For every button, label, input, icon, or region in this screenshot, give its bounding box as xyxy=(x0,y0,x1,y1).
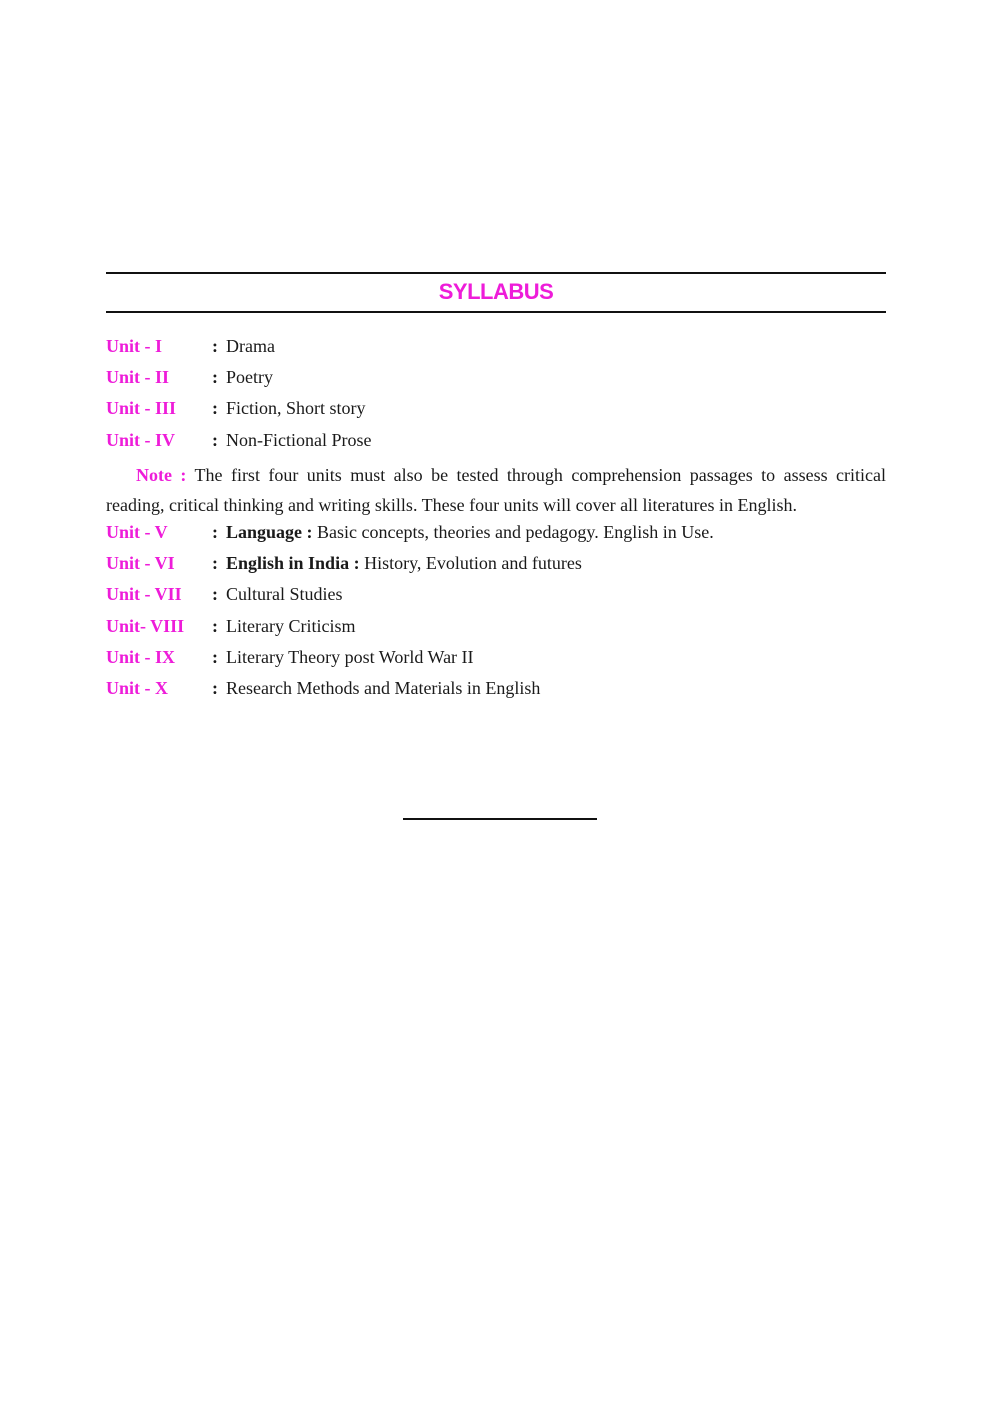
unit-label: Unit - II xyxy=(106,367,170,388)
unit-separator: : xyxy=(212,615,218,636)
unit-topic: Non-Fictional Prose xyxy=(226,429,372,450)
unit-topic xyxy=(226,520,714,544)
unit-row xyxy=(106,428,886,459)
unit-label: Unit - X xyxy=(106,677,168,698)
unit-row xyxy=(106,582,886,613)
unit-separator: : xyxy=(212,646,218,667)
unit-row xyxy=(106,365,886,396)
unit-row xyxy=(106,676,886,707)
unit-topic-detail: History, Evolution and futures xyxy=(364,553,582,574)
unit-separator: : xyxy=(212,522,218,542)
unit-separator: : xyxy=(212,367,218,388)
unit-separator: : xyxy=(212,336,218,356)
unit-label: Unit - VI xyxy=(106,553,175,574)
note-label: Note : xyxy=(136,465,187,485)
heading-top-rule xyxy=(106,272,886,274)
end-divider xyxy=(403,818,597,820)
unit-topic-detail: Basic concepts, theories and pedagogy. English in Use. xyxy=(317,522,714,542)
unit-topic: Research Methods and Materials in English xyxy=(226,677,541,698)
note-paragraph xyxy=(106,460,886,520)
unit-label: Unit- VIII xyxy=(106,615,185,636)
unit-row xyxy=(106,520,886,551)
unit-topic: Literary Criticism xyxy=(226,615,356,636)
unit-separator: : xyxy=(212,429,218,450)
note-text: The first four units must also be tested through comprehension passages to assess critical reading, critical thinking and writing skills. These four units will cover all literatures in English. xyxy=(106,465,886,515)
unit-row xyxy=(106,334,886,365)
unit-label: Unit - III xyxy=(106,398,177,419)
unit-topic-heading: English in India : xyxy=(226,553,360,574)
unit-separator: : xyxy=(212,398,218,419)
unit-label: Unit - IX xyxy=(106,646,176,667)
unit-list-core xyxy=(106,334,886,459)
unit-label: Unit - I xyxy=(106,336,163,356)
unit-row xyxy=(106,614,886,645)
unit-topic: Cultural Studies xyxy=(226,584,343,605)
unit-row xyxy=(106,645,886,676)
unit-topic: Fiction, Short story xyxy=(226,398,366,419)
page-title: SYLLABUS xyxy=(438,279,554,304)
unit-topic xyxy=(226,551,582,575)
unit-label: Unit - IV xyxy=(106,429,176,450)
unit-label: Unit - V xyxy=(106,522,168,542)
unit-separator: : xyxy=(212,677,218,698)
unit-separator: : xyxy=(212,584,218,605)
unit-label: Unit - VII xyxy=(106,584,182,605)
unit-row xyxy=(106,396,886,427)
unit-topic: Literary Theory post World War II xyxy=(226,646,474,667)
unit-separator: : xyxy=(212,553,218,574)
heading-bottom-rule xyxy=(106,311,886,313)
unit-list-extended xyxy=(106,520,886,707)
unit-row xyxy=(106,551,886,582)
unit-topic: Poetry xyxy=(226,367,273,388)
unit-topic: Drama xyxy=(226,336,275,356)
unit-topic-heading: Language : xyxy=(226,522,313,542)
